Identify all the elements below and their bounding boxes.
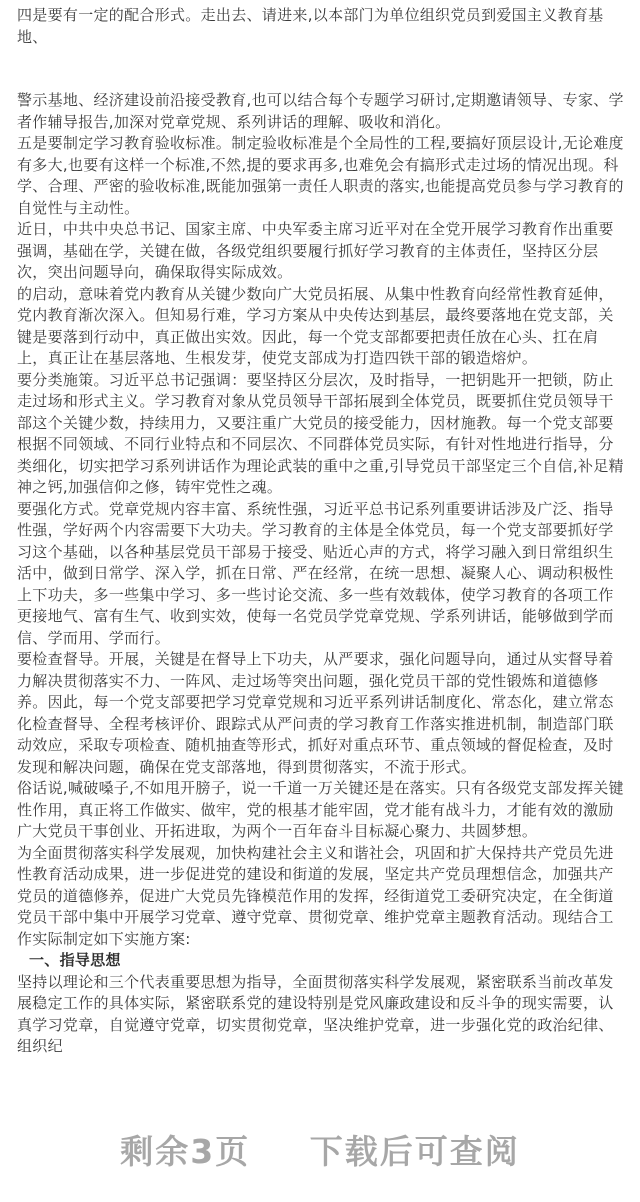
paragraph: 要强化方式。党章党规内容丰富、系统性强，习近平总书记系列重要讲话涉及广泛、指导性强，学好两个内容需要下大功夫。学习教育的主体是全体党员，每一个党支部要抓好学习这个基础，以各种基层党员干部易于接受、贴近心声的方式，将学习融入到日常组织生活中，做到日常学、深入学，抓在日常、严在经常，在统一思想、凝聚人心、调动积极性上下功夫，多一些集中学习、多一些讨论交流、多一些有效载体，使学习教育的各项工作更接地气、富有生气、收到实效，使每一名党员学党章党规、学系列讲话，能够做到学而信、学而用、学而行。 [17,499,614,647]
pages-remaining-label: 剩余3页 [120,1132,251,1171]
preview-footer[interactable] [0,1126,640,1173]
download-hint-label[interactable]: 下载后可查阅 [309,1132,520,1171]
paragraph: 为全面贯彻落实科学发展观，加快构建社会主义和谐社会，巩固和扩大保持共产党员先进性教育活动成果，进一步促进党的建设和街道的发展，坚定共产党员理想信念，加强共产党员的道德修养，促进广大党员先锋模范作用的发挥，经街道党工委研究决定，在全街道党员干部中集中开展学习党章、遵守党章、贯彻党章、维护党章主题教育活动。现结合工作实际制定如下实施方案: [17,843,614,948]
paragraph: 要检查督导。开展，关键是在督导上下功夫，从严要求，强化问题导向，通过从实督导着力解决贯彻落实不力、一阵风、走过场等突出问题，强化党员干部的党性锻炼和道德修养。因此，每一个党支部要把学习党章党规和习近平系列讲话制度化、常态化，建立常态化检查督导、全程考核评价、跟踪式从严问责的学习教育工作落实推进机制，制造部门联动效应，采取专项检查、随机抽查等形式，抓好对重点环节、重点领域的督促检查，及时发现和解决问题，确保在党支部落地，得到贯彻落实，不流于形式。 [17,650,614,776]
paragraph: 的启动，意味着党内教育从关键少数向广大党员拓展、从集中性教育向经常性教育延伸，党内教育渐次深入。但知易行难，学习方案从中央传达到基层，最终要落地在党支部，关键是要落到行动中，真正做出实效。因此，每一个党支部都要把责任放在心头、扛在肩上，真正让在基层落地、生根发芽，使党支部成为打造四铁干部的锻造熔炉。 [17,284,614,367]
paragraph: 坚持以理论和三个代表重要思想为指导，全面贯彻落实科学发展观，紧密联系当前改革发展稳定工作的具体实际，紧密联系党的建设特别是党风廉政建设和反斗争的现实需要，认真学习党章，自觉遵守党章，切实贯彻党章，坚决维护党章，进一步强化党的政治纪律、组织纪 [17,972,614,1055]
paragraph: 五是要制定学习教育验收标准。制定验收标准是个全局性的工程,要搞好顶层设计,无论难度有多大,也要有这样一个标准,不然,提的要求再多,也难免会有搞形式走过场的情况出现。科学、合理、严密的验收标准,既能加强第一责任人职责的落实,也能提高党员参与学习教育的自觉性与主动性。 [17,134,624,217]
paragraph: 警示基地、经济建设前沿接受教育,也可以结合每个专题学习研讨,定期邀请领导、专家、学者作辅导报告,加深对党章党规、系列讲话的理解、吸收和消化。 [17,91,624,131]
paragraph: 四是要有一定的配合形式。走出去、请进来,以本部门为单位组织党员到爱国主义教育基地、 [17,6,604,46]
paragraph: 近日，中共中央总书记、国家主席、中央军委主席习近平对在全党开展学习教育作出重要强调，基础在学，关键在做，各级党组织要履行抓好学习教育的主体责任，坚持区分层次，突出问题导向，确保取得实际成效。 [17,220,614,281]
section-heading: 一、指导思想 [29,951,121,969]
paragraph: 要分类施策。习近平总书记强调：要坚持区分层次，及时指导，一把钥匙开一把锁，防止走过场和形式主义。学习教育对象从党员领导干部拓展到全体党员，既要抓住党员领导干部这个关键少数，持续用力，又要注重广大党员的接受能力，因材施教。每一个党支部要根据不同领域、不同行业特点和不同层次、不同群体党员实际，有针对性地进行指导，分类细化，切实把学习系列讲话作为理论武装的重中之重,引导党员干部坚定三个自信,补足精神之钙,加强信仰之修，铸牢党性之魂。 [17,370,624,496]
paragraph: 俗话说,喊破嗓子,不如甩开膀子，说一千道一万关键还是在落实。只有各级党支部发挥关键性作用，真正将工作做实、做牢，党的根基才能牢固，党才能有战斗力，才能有效的激励广大党员干事创业、开拓进取，为两个一百年奋斗目标凝心聚力、共圆梦想。 [17,779,624,840]
